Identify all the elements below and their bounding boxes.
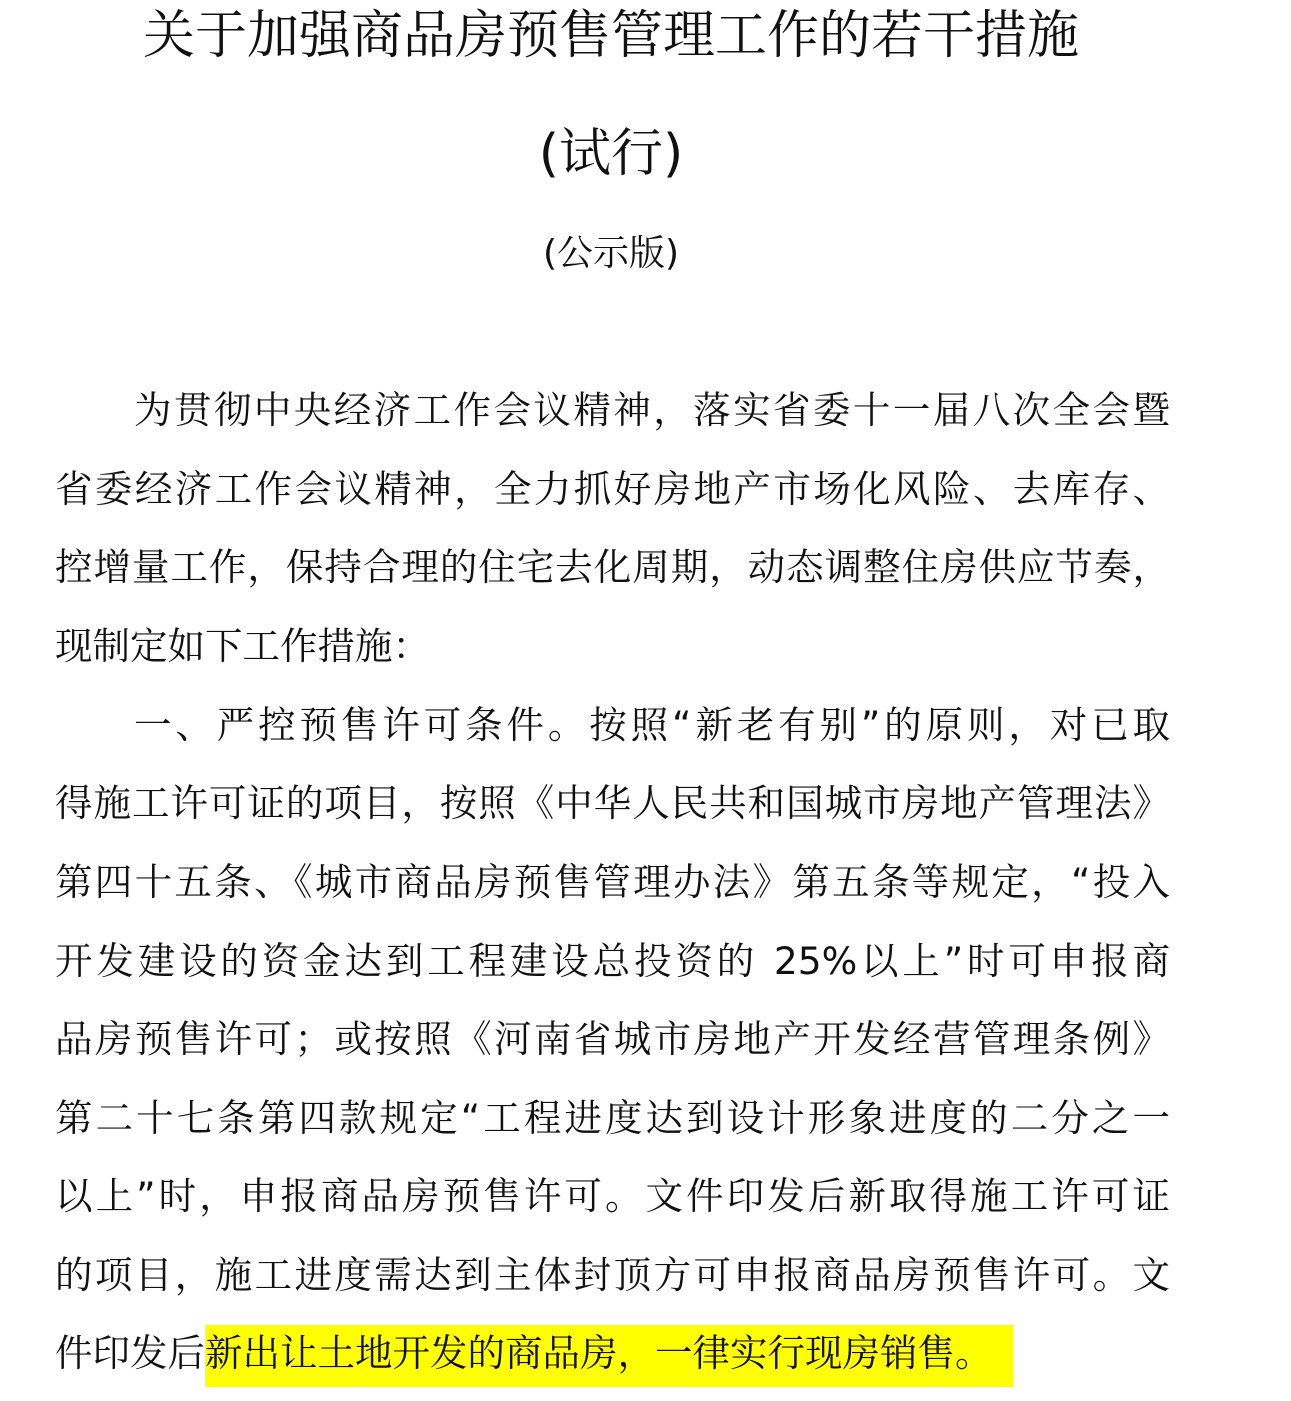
body-line-13 [55,1327,1170,1379]
body-line-11: 以上”时，申报商品房预售许可。文件印发后新取得施工许可证 [55,1174,1170,1218]
highlighted-text: 新出让土地开发的商品房，一律实行现房销售。 [205,1325,1013,1387]
body-line-5: 一、严控预售许可条件。按照“新老有别”的原则，对已取 [134,703,1170,747]
document-title: 关于加强商品房预售管理工作的若干措施 [142,6,1079,66]
body-line-3: 控增量工作，保持合理的住宅去化周期，动态调整住房供应节奏， [55,545,1170,589]
body-line-9: 品房预售许可；或按照《河南省城市房地产开发经营管理条例》 [55,1017,1170,1061]
body-line-12: 的项目，施工进度需达到主体封顶方可申报商品房预售许可。文 [55,1253,1170,1297]
body-line-2: 省委经济工作会议精神，全力抓好房地产市场化风险、去库存、 [55,467,1170,511]
document-subtitle: (试行) [538,124,684,184]
last-line-prefix: 件印发后 [55,1331,205,1375]
document-version-note: (公示版) [542,233,680,274]
body-line-10: 第二十七条第四款规定“工程进度达到设计形象进度的二分之一 [55,1096,1170,1140]
body-line-8: 开发建设的资金达到工程建设总投资的 25%以上”时可申报商 [55,939,1170,983]
body-line-4: 现制定如下工作措施： [55,624,430,668]
body-line-1: 为贯彻中央经济工作会议精神，落实省委十一届八次全会暨 [134,388,1170,432]
body-line-7: 第四十五条、《城市商品房预售管理办法》第五条等规定，“投入 [55,860,1170,904]
body-line-6: 得施工许可证的项目，按照《中华人民共和国城市房地产管理法》 [55,781,1170,825]
